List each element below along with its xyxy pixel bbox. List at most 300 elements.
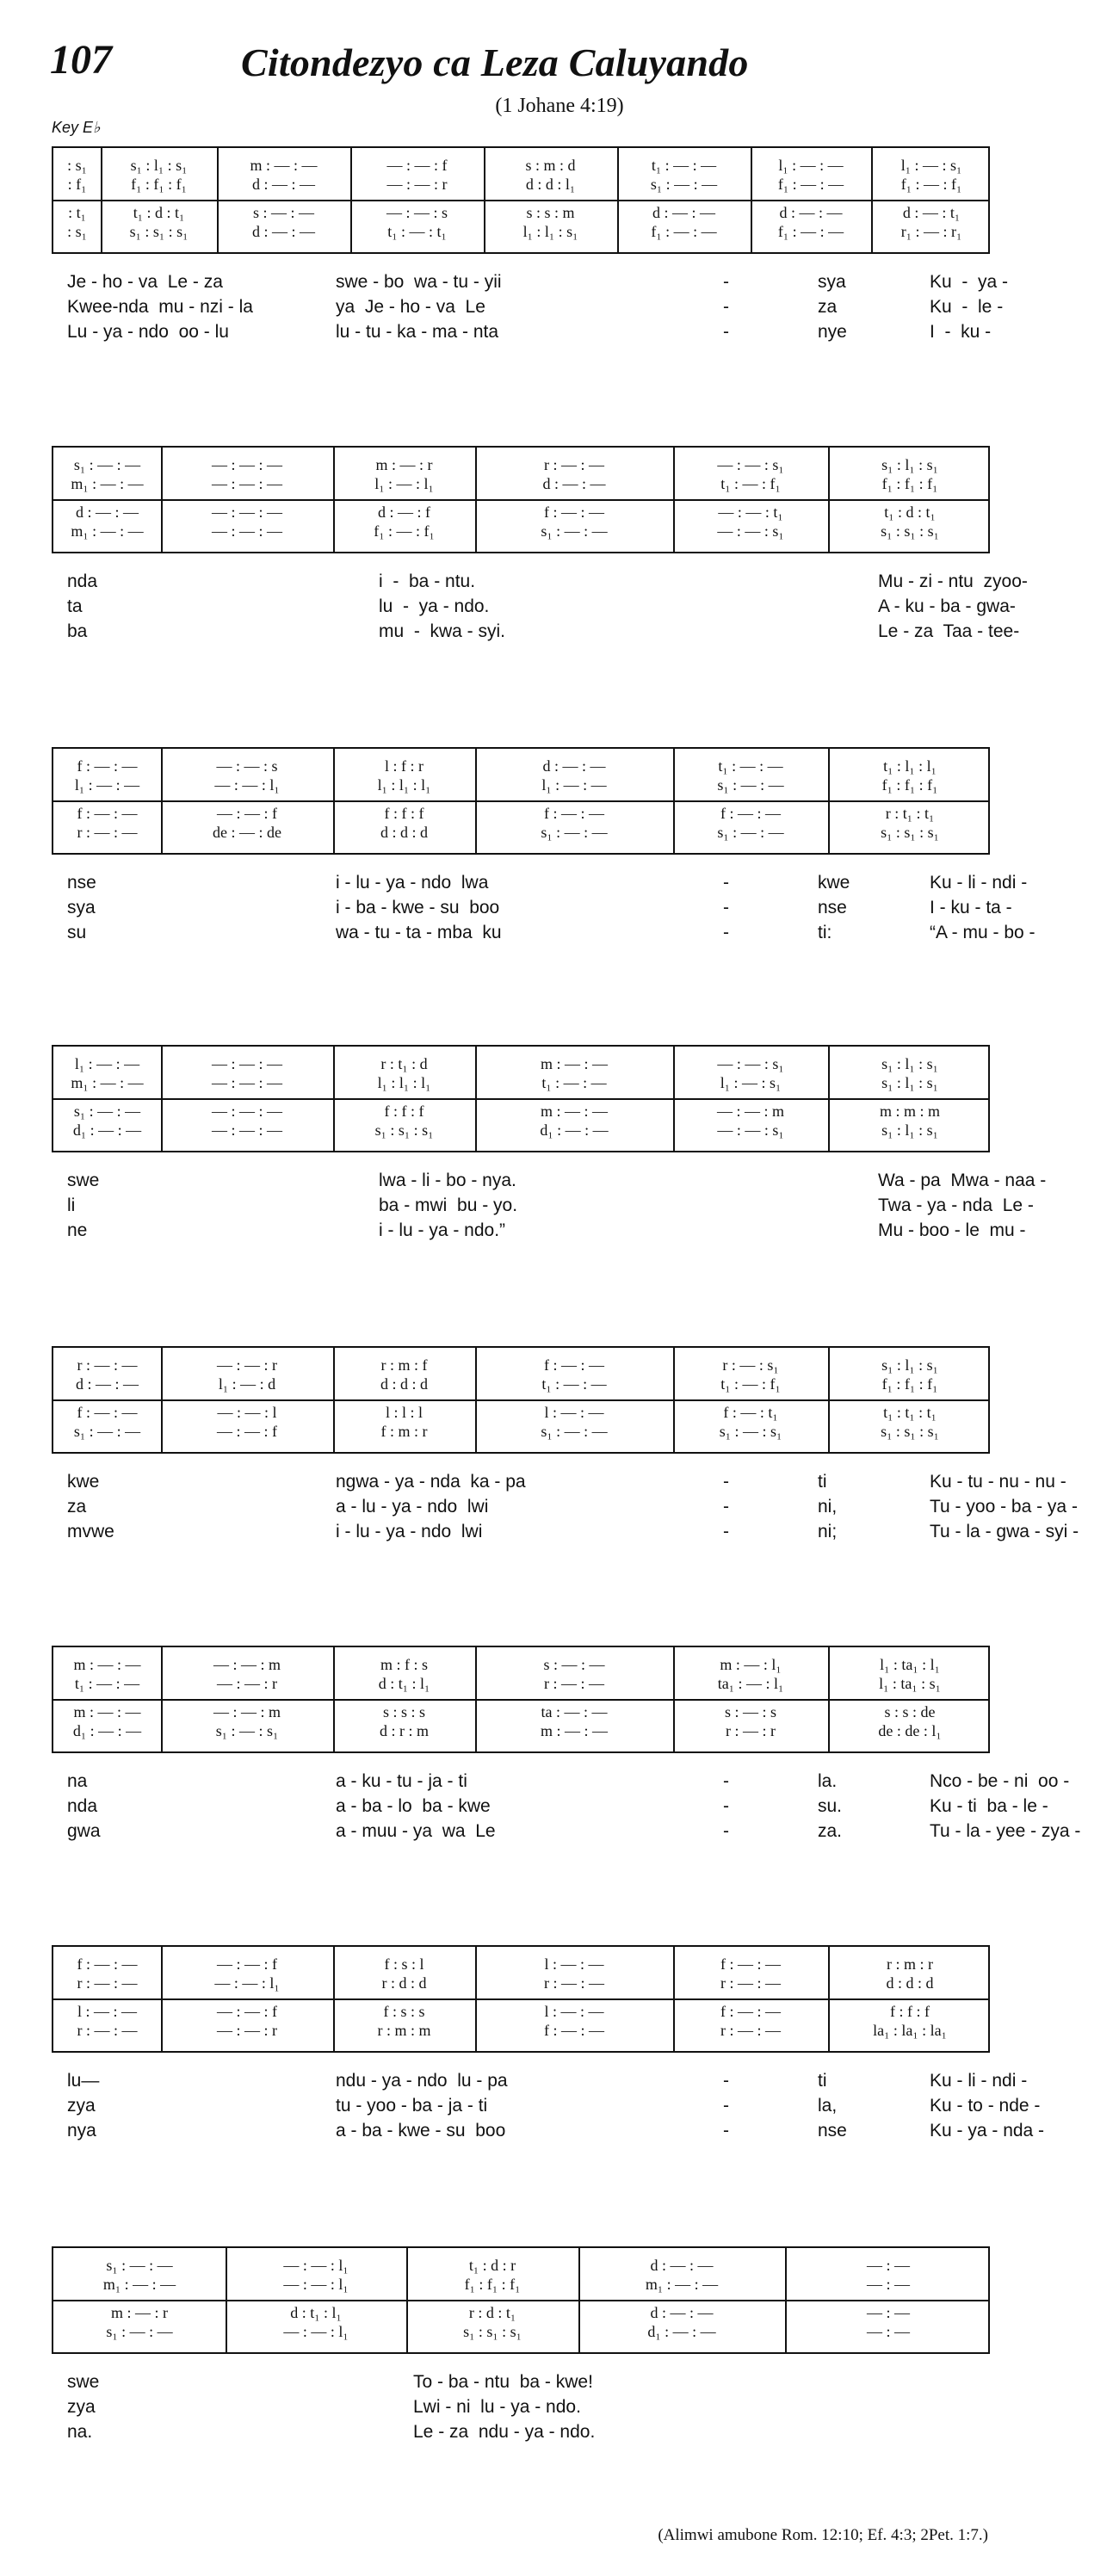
voice-notes: s₁ : — : s₁	[719, 1423, 782, 1441]
lyric-fragment: su.	[818, 1796, 843, 1816]
voice-notes: de : de : l₁	[878, 1722, 942, 1740]
lyric-fragment: Lwi - ni lu - ya - ndo.	[413, 2397, 581, 2417]
voice-notes: d : — : —	[75, 503, 139, 522]
measure	[337, 1647, 472, 1751]
voice-notes: — : — : s	[216, 757, 278, 775]
lyric-fragment: la.	[818, 1771, 838, 1791]
voice-notes: m₁ : — : —	[71, 522, 144, 541]
voice-notes: — : — : r	[386, 175, 448, 193]
lyric-line	[52, 1168, 1047, 1193]
voice-notes: f : — : —	[720, 805, 781, 823]
measure	[479, 1647, 670, 1751]
voice-notes: r : m : m	[377, 2022, 431, 2040]
lyric-line	[52, 294, 1004, 319]
voice-notes: m : — : —	[73, 1655, 141, 1673]
lyric-fragment: nse	[818, 2121, 847, 2140]
lyric-fragment: lu—	[67, 2071, 100, 2091]
voice-notes: : f₁	[67, 175, 87, 193]
voice-notes: ta : — : —	[541, 1703, 608, 1721]
voice-notes: — : — : m	[716, 1103, 784, 1121]
lyric-fragment: i - ba - ntu.	[379, 571, 476, 591]
voice-notes: d : — : —	[650, 2256, 714, 2274]
voice-notes: f : — : —	[77, 757, 138, 775]
measure	[677, 1947, 825, 2051]
voice-notes: l : — : —	[544, 2003, 604, 2021]
lyric-fragment: mvwe	[67, 1522, 114, 1541]
lyric-fragment: sya	[818, 272, 846, 292]
key-signature: Key E♭	[52, 119, 101, 136]
lyric-fragment: na.	[67, 2422, 93, 2442]
measure	[677, 749, 825, 853]
voice-notes: t₁ : t₁ : t₁	[883, 1404, 937, 1422]
barline	[161, 1647, 163, 1751]
lyric-fragment: kwe	[67, 1472, 100, 1492]
voice-notes: l : — : —	[544, 1404, 604, 1422]
lyric-fragment: ti:	[818, 923, 832, 942]
lyric-fragment: ti	[818, 2071, 827, 2091]
voice-notes: f : — : —	[544, 503, 604, 522]
voice-notes: r : — : r	[726, 1722, 776, 1740]
lyric-line	[52, 319, 990, 344]
voice-notes: m₁ : — : —	[71, 474, 144, 492]
voice-notes: : s₁	[67, 156, 87, 174]
voice-notes: — : — : l	[217, 1404, 277, 1422]
voice-notes: m : — : —	[73, 1703, 141, 1721]
voice-notes: d : — : —	[251, 223, 315, 241]
voice-notes: s₁ : — : —	[650, 175, 718, 193]
lyric-fragment: lu - ya - ndo.	[379, 596, 490, 616]
barline	[333, 1348, 335, 1452]
voice-notes: f : f : f	[384, 805, 424, 823]
voice-notes: l₁ : — : s₁	[720, 1073, 782, 1091]
voice-notes: d : — : f	[378, 503, 430, 522]
barline	[617, 148, 619, 252]
lyric-line	[52, 920, 1036, 945]
voice-notes: f₁ : f₁ : f₁	[131, 175, 187, 193]
lyric-line	[52, 1469, 1066, 1494]
voice-notes: f : m : r	[380, 1423, 428, 1441]
voice-notes: — : — : t₁	[718, 503, 783, 522]
lyric-fragment: i - lu - ya - ndo lwa	[336, 873, 489, 893]
lyric-fragment: mu - kwa - syi.	[379, 621, 506, 641]
lyric-line	[52, 569, 1028, 594]
voice-notes: l₁ : l₁ : s₁	[522, 223, 578, 241]
lyric-line	[52, 870, 1028, 895]
voice-notes: t₁ : — : —	[541, 1374, 607, 1393]
lyric-line	[52, 1819, 1081, 1844]
voice-notes: — : — : l₁	[283, 2275, 349, 2293]
lyric-fragment: sya	[67, 898, 96, 917]
voice-notes: t₁ : d : t₁	[133, 204, 185, 222]
lyric-line	[52, 2369, 990, 2394]
barline	[217, 148, 219, 252]
measure	[677, 1047, 825, 1151]
lyric-line	[52, 1794, 1048, 1819]
lyrics-block	[52, 1769, 1081, 1844]
lyric-line	[52, 895, 1012, 920]
measure	[57, 1047, 158, 1151]
scripture-reference: (1 Johane 4:19)	[495, 95, 624, 117]
barline	[226, 2248, 227, 2352]
voice-notes: : t₁	[68, 204, 86, 222]
voice-notes: — : — : f	[386, 156, 448, 174]
measure	[164, 448, 330, 552]
voice-notes: s₁ : — : —	[106, 2323, 173, 2341]
lyric-fragment: nda	[67, 1796, 98, 1816]
barline	[101, 148, 102, 252]
score-system	[52, 747, 1036, 945]
measure	[57, 1947, 158, 2051]
lyric-fragment: za.	[818, 1821, 843, 1841]
voice-notes: — : — : f	[217, 2003, 277, 2021]
barline	[673, 1647, 675, 1751]
voice-notes: l₁ : ta₁ : s₁	[879, 1674, 941, 1692]
voice-notes: s₁ : — : —	[73, 455, 141, 473]
voice-notes: d₁ : — : —	[647, 2323, 716, 2341]
voice-notes: s₁ : — : —	[73, 1423, 141, 1441]
barline	[333, 1647, 335, 1751]
score-system	[52, 1045, 1047, 1243]
voice-notes: f : — : —	[77, 1955, 138, 1973]
voice-notes: f : — : —	[77, 805, 138, 823]
barline	[333, 1947, 335, 2051]
voice-notes: — : — : l₁	[283, 2256, 349, 2274]
voice-notes: s : s : m	[526, 204, 575, 222]
voice-notes: — : — : l₁	[214, 1974, 280, 1992]
lyric-line	[52, 2093, 1041, 2118]
lyric-fragment: Le - za ndu - ya - ndo.	[413, 2422, 596, 2442]
lyric-line	[52, 1769, 1070, 1794]
voice-notes: — : — : m	[213, 1703, 281, 1721]
voice-notes: r₁ : — : r₁	[900, 223, 962, 241]
voice-notes: d : — : —	[251, 175, 315, 193]
measure	[229, 2248, 403, 2352]
voice-notes: d : t₁ : l₁	[378, 1674, 430, 1692]
barline	[785, 2248, 787, 2352]
lyric-line	[52, 2118, 1045, 2143]
lyric-fragment: “A - mu - bo -	[930, 923, 1036, 942]
lyric-fragment: Ku - ya -	[930, 272, 1009, 292]
measure	[337, 448, 472, 552]
voice-notes: ta₁ : — : l₁	[717, 1674, 784, 1692]
lyric-fragment: lwa - li - bo - nya.	[379, 1171, 516, 1190]
voice-notes: s₁ : s₁ : s₁	[881, 522, 939, 541]
measure	[337, 1947, 472, 2051]
voice-notes: f₁ : f₁ : f₁	[464, 2275, 521, 2293]
measure	[832, 1047, 988, 1151]
voice-notes: l₁ : l₁ : l₁	[377, 1073, 431, 1091]
measure	[104, 148, 213, 252]
measure	[164, 1947, 330, 2051]
lyric-fragment: swe	[67, 2372, 100, 2392]
measure	[57, 1647, 158, 1751]
measure	[164, 1047, 330, 1151]
lyric-line	[52, 2068, 1028, 2093]
lyric-fragment: -	[723, 1821, 729, 1841]
barline	[578, 2248, 580, 2352]
voice-notes: de : — : de	[213, 824, 281, 842]
lyric-line	[52, 1519, 1079, 1544]
voice-notes: — : —	[866, 2275, 910, 2293]
lyric-fragment: -	[723, 1522, 729, 1541]
voice-notes: r : — : —	[544, 1674, 604, 1692]
lyric-fragment: Wa - pa Mwa - naa -	[878, 1171, 1047, 1190]
measure	[479, 1947, 670, 2051]
lyrics-block	[52, 1168, 1047, 1243]
staff	[52, 146, 990, 254]
voice-notes: f₁ : f₁ : f₁	[881, 474, 938, 492]
voice-notes: f₁ : — : —	[777, 175, 844, 193]
measure	[754, 148, 868, 252]
lyric-fragment: Mu - boo - le mu -	[878, 1220, 1026, 1240]
voice-notes: — : — : s₁	[717, 1054, 784, 1072]
lyric-fragment: a - ku - tu - ja - ti	[336, 1771, 467, 1791]
lyric-line	[52, 619, 1020, 644]
voice-notes: s₁ : s₁ : s₁	[129, 223, 189, 241]
voice-notes: r : m : f	[380, 1356, 428, 1374]
voice-notes: d : — : t₁	[902, 204, 961, 222]
voice-notes: l₁ : — : d	[218, 1374, 276, 1393]
voice-notes: t₁ : — : t₁	[387, 223, 447, 241]
barline	[673, 448, 675, 552]
measure	[621, 148, 747, 252]
lyric-fragment: a - lu - ya - ndo lwi	[336, 1497, 489, 1517]
score-system	[52, 146, 1009, 344]
lyric-fragment: ya Je - ho - va Le	[336, 297, 485, 317]
staff	[52, 446, 990, 553]
staff	[52, 1045, 990, 1152]
lyrics-block	[52, 2369, 990, 2444]
voice-notes: l₁ : — : —	[778, 156, 844, 174]
barline	[161, 749, 163, 853]
voice-notes: s₁ : l₁ : s₁	[130, 156, 188, 174]
measure	[337, 1047, 472, 1151]
voice-notes: m₁ : — : —	[645, 2275, 719, 2293]
voice-notes: s : m : d	[525, 156, 576, 174]
voice-notes: — : — : —	[211, 455, 282, 473]
lyric-fragment: ni;	[818, 1522, 838, 1541]
voice-notes: d : r : m	[380, 1722, 429, 1740]
measure	[677, 1348, 825, 1452]
measure	[57, 749, 158, 853]
voice-notes: — : — : —	[211, 474, 282, 492]
lyric-fragment: ni,	[818, 1497, 838, 1517]
measure	[164, 1647, 330, 1751]
voice-notes: f : — : —	[77, 1404, 138, 1422]
voice-notes: d : d : d	[380, 824, 428, 842]
voice-notes: — : — : f	[217, 1955, 277, 1973]
lyric-fragment: Lu - ya - ndo oo - lu	[67, 322, 229, 342]
measure	[57, 148, 97, 252]
voice-notes: t₁ : d : t₁	[884, 503, 936, 522]
voice-notes: — : —	[866, 2304, 910, 2322]
measure	[410, 2248, 575, 2352]
voice-notes: r : — : —	[720, 1974, 781, 1992]
lyric-fragment: Tu - yoo - ba - ya -	[930, 1497, 1078, 1517]
voice-notes: s₁ : l₁ : s₁	[881, 1073, 938, 1091]
lyric-fragment: lu - tu - ka - ma - nta	[336, 322, 499, 342]
lyric-fragment: -	[723, 873, 729, 893]
lyric-line	[52, 2394, 990, 2419]
lyric-fragment: -	[723, 1472, 729, 1492]
lyric-fragment: Ku - ya - nda -	[930, 2121, 1045, 2140]
lyric-fragment: a - ba - lo ba - kwe	[336, 1796, 491, 1816]
barline	[673, 1348, 675, 1452]
lyric-fragment: swe - bo wa - tu - yii	[336, 272, 502, 292]
barline	[484, 148, 485, 252]
barline	[828, 749, 830, 853]
lyric-fragment: swe	[67, 1171, 100, 1190]
voice-notes: s₁ : l₁ : s₁	[881, 1356, 938, 1374]
voice-notes: l₁ : ta₁ : l₁	[880, 1655, 940, 1673]
lyric-fragment: la,	[818, 2096, 838, 2116]
voice-notes: m₁ : — : —	[102, 2275, 176, 2293]
lyric-fragment: nya	[67, 2121, 96, 2140]
voice-notes: m : — : r	[111, 2304, 168, 2322]
barline	[406, 2248, 408, 2352]
lyric-fragment: Ku - li - ndi -	[930, 873, 1028, 893]
voice-notes: d : — : —	[542, 757, 606, 775]
lyric-fragment: tu - yoo - ba - ja - ti	[336, 2096, 488, 2116]
voice-notes: r : — : —	[77, 824, 138, 842]
staff	[52, 2246, 990, 2354]
voice-notes: f₁ : — : —	[651, 223, 717, 241]
measure	[337, 1348, 472, 1452]
lyric-fragment: Mu - zi - ntu zyoo-	[878, 571, 1028, 591]
score-system	[52, 1346, 1079, 1544]
measure	[57, 448, 158, 552]
hymn-title: Citondezyo ca Leza Caluyando	[241, 40, 749, 84]
lyric-fragment: Kwee-nda mu - nzi - la	[67, 297, 253, 317]
barline	[828, 1647, 830, 1751]
voice-notes: f : — : —	[720, 2003, 781, 2021]
measure	[788, 2248, 988, 2352]
lyric-fragment: -	[723, 272, 729, 292]
lyric-fragment: -	[723, 2071, 729, 2091]
voice-notes: l : f : r	[385, 757, 423, 775]
measure	[832, 749, 988, 853]
measure	[164, 1348, 330, 1452]
voice-notes: l₁ : — : —	[541, 775, 607, 794]
lyric-line	[52, 1218, 1026, 1243]
barline	[828, 1348, 830, 1452]
voice-notes: f : — : —	[544, 2022, 604, 2040]
barline	[673, 1047, 675, 1151]
footer-scripture: (Alimwi amubone Rom. 12:10; Ef. 4:3; 2Pet. 1:7.)	[658, 2526, 988, 2544]
voice-notes: d : — : —	[652, 204, 715, 222]
lyric-fragment: -	[723, 297, 729, 317]
lyric-fragment: su	[67, 923, 87, 942]
voice-notes: s₁ : — : —	[717, 824, 784, 842]
voice-notes: m : f : s	[380, 1655, 428, 1673]
voice-notes: — : — : l₁	[283, 2323, 349, 2341]
voice-notes: s₁ : — : —	[73, 1103, 141, 1121]
voice-notes: s : — : s	[724, 1703, 776, 1721]
voice-notes: s : s : de	[884, 1703, 936, 1721]
lyric-fragment: kwe	[818, 873, 850, 893]
staff	[52, 747, 990, 855]
lyric-fragment: i - lu - ya - ndo.”	[379, 1220, 506, 1240]
voice-notes: s : — : —	[252, 204, 314, 222]
voice-notes: s₁ : s₁ : s₁	[881, 1423, 939, 1441]
voice-notes: : s₁	[67, 223, 87, 241]
voice-notes: r : — : —	[77, 1356, 138, 1374]
voice-notes: — : — : —	[211, 1121, 282, 1140]
voice-notes: s : s : s	[382, 1703, 426, 1721]
voice-notes: r : — : —	[544, 1974, 604, 1992]
measure	[832, 1947, 988, 2051]
measure	[479, 1348, 670, 1452]
voice-notes: — : — : —	[211, 1103, 282, 1121]
voice-notes: l₁ : — : —	[74, 1054, 140, 1072]
measure	[57, 1348, 158, 1452]
voice-notes: f : — : t₁	[723, 1404, 778, 1422]
lyric-fragment: zya	[67, 2096, 96, 2116]
voice-notes: l₁ : — : —	[74, 775, 140, 794]
voice-notes: — : — : s₁	[717, 522, 784, 541]
voice-notes: — : — : s₁	[717, 455, 784, 473]
voice-notes: d : — : —	[779, 204, 843, 222]
lyric-line	[52, 2419, 990, 2444]
lyric-fragment: A - ku - ba - gwa-	[878, 596, 1016, 616]
voice-notes: r : — : s₁	[722, 1356, 779, 1374]
voice-notes: — : — : f	[217, 805, 277, 823]
voice-notes: t₁ : — : —	[74, 1674, 140, 1692]
measure	[832, 448, 988, 552]
voice-notes: f : f : f	[384, 1103, 424, 1121]
lyrics-block	[52, 2068, 1045, 2143]
voice-notes: f₁ : f₁ : f₁	[881, 775, 938, 794]
voice-notes: — : — : r	[217, 2022, 277, 2040]
lyric-fragment: Le - za Taa - tee-	[878, 621, 1020, 641]
lyric-fragment: -	[723, 2096, 729, 2116]
voice-notes: f₁ : — : f₁	[374, 522, 435, 541]
voice-notes: — : — : l₁	[214, 775, 280, 794]
lyric-fragment: ne	[67, 1220, 88, 1240]
lyric-fragment: i - ba - kwe - su boo	[336, 898, 500, 917]
lyric-fragment: Ku - ti ba - le -	[930, 1796, 1048, 1816]
lyric-fragment: Ku - tu - nu - nu -	[930, 1472, 1066, 1492]
lyric-fragment: a - muu - ya wa Le	[336, 1821, 496, 1841]
voice-notes: r : t₁ : d	[380, 1054, 428, 1072]
voice-notes: l : l : l	[385, 1404, 423, 1422]
lyric-fragment: -	[723, 1796, 729, 1816]
voice-notes: — : — : —	[211, 522, 282, 541]
voice-notes: r : d : d	[381, 1974, 427, 1992]
score-system	[52, 1945, 1045, 2143]
barline	[828, 1947, 830, 2051]
voice-notes: s : — : —	[543, 1655, 605, 1673]
voice-notes: d₁ : — : —	[72, 1722, 142, 1740]
voice-notes: l : — : —	[544, 1955, 604, 1973]
hymn-header	[0, 0, 1033, 136]
voice-notes: d : — : —	[650, 2304, 714, 2322]
measure	[479, 1047, 670, 1151]
voice-notes: s₁ : — : s₁	[215, 1722, 279, 1740]
score-system	[52, 1646, 1081, 1844]
lyric-fragment: Nco - be - ni oo -	[930, 1771, 1070, 1791]
voice-notes: l₁ : — : s₁	[900, 156, 962, 174]
lyric-fragment: zya	[67, 2397, 96, 2417]
voice-notes: t₁ : — : —	[651, 156, 717, 174]
barline	[475, 1647, 477, 1751]
voice-notes: m : m : m	[879, 1103, 940, 1121]
voice-notes: — : — : f	[217, 1423, 277, 1441]
voice-notes: r : — : —	[77, 2022, 138, 2040]
lyric-fragment: Ku - le -	[930, 297, 1004, 317]
voice-notes: — : —	[866, 2323, 910, 2341]
voice-notes: t₁ : d : r	[468, 2256, 516, 2274]
